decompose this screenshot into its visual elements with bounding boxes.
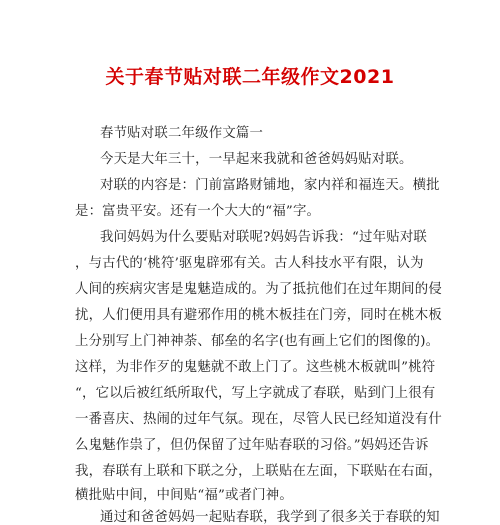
paragraph-line: ，与古代的‘桃符’驱鬼辟邪有关。古人科技水平有限，认为 xyxy=(75,256,424,271)
paragraph-line: 对联的内容是：门前富路财铺地，家内祥和福连天。横批 xyxy=(100,178,440,193)
paragraph-line: 一番喜庆、热闹的过年气氛。现在，尽管人民已经知道没有什 xyxy=(75,412,442,427)
document-title: 关于春节贴对联二年级作文2021 xyxy=(105,66,395,88)
paragraph-line: 上分别写上门神神荼、郁垒的名字(也有画上它们的图像的)。 xyxy=(75,334,440,349)
paragraph-line: 扰，人们便用具有避邪作用的桃木板挂在门旁，同时在桃木板 xyxy=(75,308,442,323)
paragraph-line: 今天是大年三十，一早起来我就和爸爸妈妈贴对联。 xyxy=(100,152,413,167)
paragraph-line: 我问妈妈为什么要贴对联呢?妈妈告诉我：“过年贴对联 xyxy=(100,230,428,245)
paragraph-line: 通过和爸爸妈妈一起贴春联，我学到了很多关于春联的知 xyxy=(100,510,440,525)
paragraph-line: 是：富贵平安。还有一个大大的“福”字。 xyxy=(75,204,321,219)
paragraph-line: 横批贴中间，中间贴“福”或者门神。 xyxy=(75,488,293,503)
paragraph-line: 这样，为非作歹的鬼魅就不敢上门了。这些桃木板就叫”桃符 xyxy=(75,360,436,375)
paragraph-line: “，它以后被红纸所取代，写上字就成了春联，贴到门上很有 xyxy=(75,386,436,401)
section-heading: 春节贴对联二年级作文篇一 xyxy=(100,126,264,141)
paragraph-line: 我，春联有上联和下联之分，上联贴在左面，下联贴在右面， xyxy=(75,464,442,479)
paragraph-line: 人间的疾病灾害是鬼魅造成的。为了抵抗他们在过年期间的侵 xyxy=(75,282,442,297)
paragraph-line: 么鬼魅作祟了，但仍保留了过年贴春联的习俗。”妈妈还告诉 xyxy=(75,438,429,453)
